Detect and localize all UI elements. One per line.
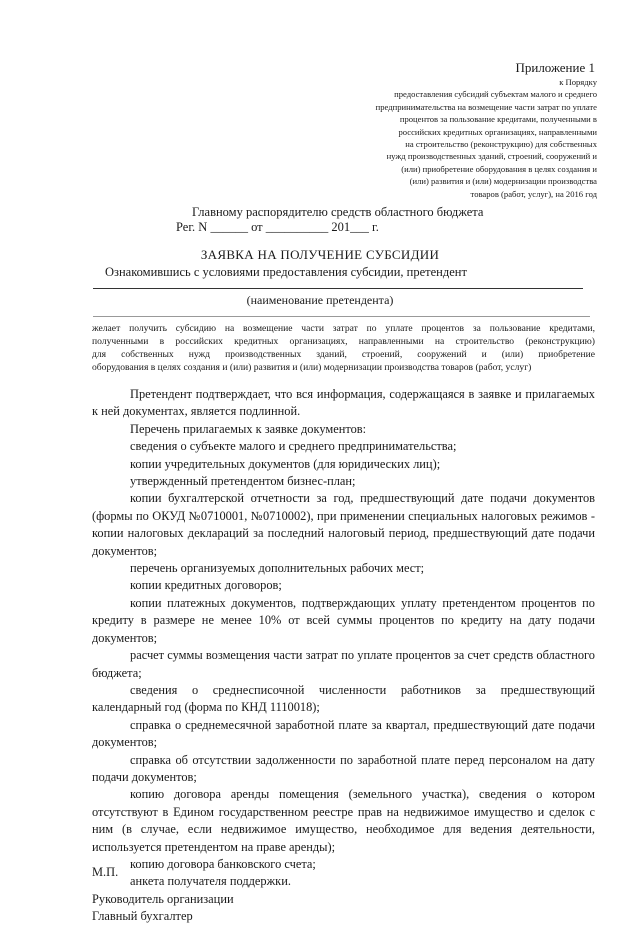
document-item: утвержденный претендентом бизнес-план; (130, 474, 356, 489)
document-item: копию договора банковского счета; (130, 856, 316, 871)
signature-accountant: Главный бухгалтер (92, 909, 193, 924)
document-item: копии кредитных договоров; (130, 578, 282, 593)
document-item: справка о среднемесячной заработной плате за квартал, предшествующий дате подачи документов; (92, 717, 595, 750)
stamp-place: М.П. (92, 865, 119, 879)
document-item: копии бухгалтерской отчетности за год, предшествующий дате подачи документов (формы по ОКУД №0710001, №0710002), при применении специальных налоговых режимов - копии налоговых деклараций за последний налоговый период, предшествующий дате подачи документов; (92, 491, 595, 558)
form-title: ЗАЯВКА НА ПОЛУЧЕНИЕ СУБСИДИИ (200, 247, 440, 262)
appendix-line: предпринимательства на возмещение части затрат по уплате (375, 101, 597, 112)
document-item: перечень организуемых дополнительных рабочих мест; (130, 561, 425, 576)
purpose-paragraph (92, 322, 595, 374)
appendix-reference (376, 76, 597, 200)
applicant-caption: (наименование претендента) (246, 293, 394, 307)
purpose-line: желает получить субсидию на возмещение части затрат по уплате процентов за пользование кредитами, (92, 323, 595, 334)
document-item: расчет суммы возмещения части затрат по уплате процентов за счет средств областного бюджета; (92, 648, 595, 680)
document-item: копии учредительных документов (для юридических лиц); (130, 456, 441, 471)
purpose-line: полученными в российских кредитных организациях, направленными на строительство (реконструкцию) (92, 336, 595, 347)
appendix-line: к Порядку (559, 77, 597, 87)
document-item: копию договора аренды помещения (земельного участка), сведения о котором отсутствуют в Едином государственном реестре прав на недвижимое имущество и сделок с ним (в случае, если недвижимое имущество, необходимое для ведения деятельности, используется претендентом на праве аренды); (92, 787, 595, 854)
appendix-line: (или) развития и (или) модернизации производства (409, 176, 597, 187)
document-body (92, 386, 595, 926)
appendix-line: (или) приобретение оборудования в целях создания и (401, 163, 597, 174)
appendix-line: процентов за пользование кредитами, полученными в (399, 114, 597, 125)
document-item: копии платежных документов, подтверждающих уплату претендентом процентов по кредиту в размере не менее 10% от всей суммы процентов по кредиту на дату подачи документов; (92, 595, 595, 645)
documents-heading: Перечень прилагаемых к заявке документов: (130, 421, 367, 436)
separator-line (93, 316, 590, 317)
signature-head: Руководитель организации (92, 891, 234, 906)
confirmation-paragraph: Претендент подтверждает, что вся информация, содержащаяся в заявке и прилагаемых к ней документах, является подлинной. (92, 387, 595, 419)
document-item: анкета получателя поддержки. (130, 874, 291, 889)
appendix-line: нужд производственных зданий, строений, сооружений и (386, 151, 597, 162)
document-item: справка об отсутствии задолженности по заработной плате перед персоналом на дату подачи документов; (92, 752, 595, 784)
appendix-title: Приложение 1 (515, 60, 595, 75)
document-item: сведения о субъекте малого и среднего предпринимательства; (130, 439, 457, 454)
appendix-line: товаров (работ, услуг), на 2016 год (470, 188, 597, 199)
appendix-line: предоставления субсидий субъектам малого и среднего (394, 89, 597, 100)
appendix-line: на строительство (реконструкцию) для собственных (405, 139, 597, 150)
document-item: сведения о среднесписочной численности работников за предшествующий календарный год (форма по КНД 1110018); (92, 682, 595, 715)
applicant-name-line (93, 288, 583, 289)
purpose-line: оборудования в целях создания и (или) развития и (или) модернизации производства товаров (работ, услуг) (92, 362, 532, 373)
appendix-line: российских кредитных организациях, направленными (398, 126, 597, 137)
registration-line: Рег. N ______ от __________ 201___ г. (176, 220, 379, 234)
addressee: Главному распорядителю средств областного бюджета (192, 205, 484, 219)
purpose-line: для собственных нужд производственных зданий, строений, сооружений и (или) приобретение (92, 349, 595, 360)
intro-text: Ознакомившись с условиями предоставления субсидии, претендент (105, 265, 467, 279)
